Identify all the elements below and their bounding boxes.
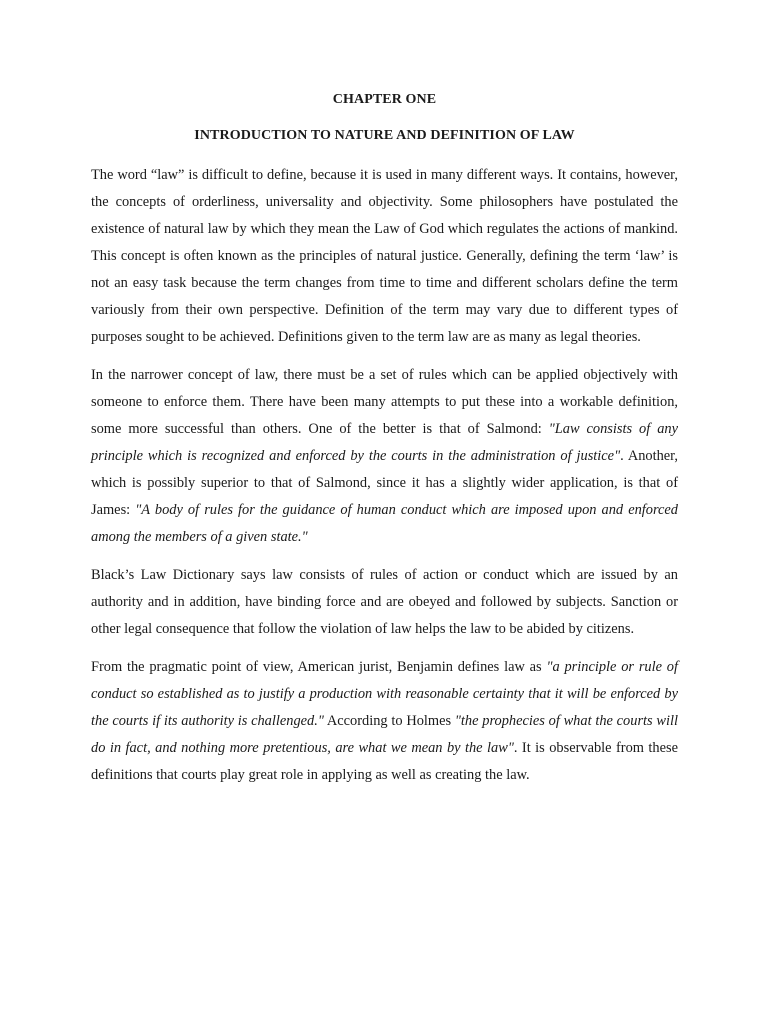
paragraph-3: Black’s Law Dictionary says law consists of rules of action or conduct which are issued by an authority and in addition, have binding force and are obeyed and followed by subjects. Sanction or other legal consequence that follow the violation of law helps the law to be abided by citizens. [91, 567, 678, 637]
paragraph-4 [91, 654, 678, 789]
james-quote: "A body of rules for the guidance of human conduct which are imposed upon and enforced among the members of a given state." [91, 502, 679, 545]
paragraph-2-text-2: . Another, which is possibly superior to that of Salmond, since it has a slightly wider application, is that of James: [91, 448, 678, 518]
paragraph-4-text-1: From the pragmatic point of view, American jurist, Benjamin defines law as [91, 659, 547, 675]
paragraph-2 [91, 362, 678, 551]
chapter-title: INTRODUCTION TO NATURE AND DEFINITION OF LAW [194, 128, 575, 143]
paragraph-4-text-3: . It is observable from these definitions that courts play great role in applying as well as creating the law. [91, 740, 679, 783]
paragraph-1: The word “law” is difficult to define, because it is used in many different ways. It contains, however, the concepts of orderliness, universality and objectivity. Some philosophers have postulated the existence of natural law by which they mean the Law of God which regulates the actions of mankind. This concept is often known as the principles of natural justice. Generally, defining the term ‘law’ is not an easy task because the term changes from time to time and different scholars define the term variously from their own perspective. Definition of the term may vary due to different types of purposes sought to be achieved. Definitions given to the term law are as many as legal theories. [91, 167, 678, 345]
benjamin-quote: "a principle or rule of conduct so established as to justify a production with reasonable certainty that it will be enforced by the courts if its authority is challenged." [91, 659, 678, 729]
holmes-quote: "the prophecies of what the courts will do in fact, and nothing more pretentious, are what we mean by the law" [91, 713, 679, 756]
paragraph-2-text-1: In the narrower concept of law, there must be a set of rules which can be applied objectively with someone to enforce them. There have been many attempts to put these into a workable definition, some more successful than others. One of the better is that of Salmond: [91, 367, 678, 437]
salmond-quote: "Law consists of any principle which is recognized and enforced by the courts in the administration of justice" [91, 421, 678, 464]
paragraph-4-text-2: According to Holmes [323, 713, 455, 729]
chapter-heading: CHAPTER ONE [332, 92, 437, 107]
